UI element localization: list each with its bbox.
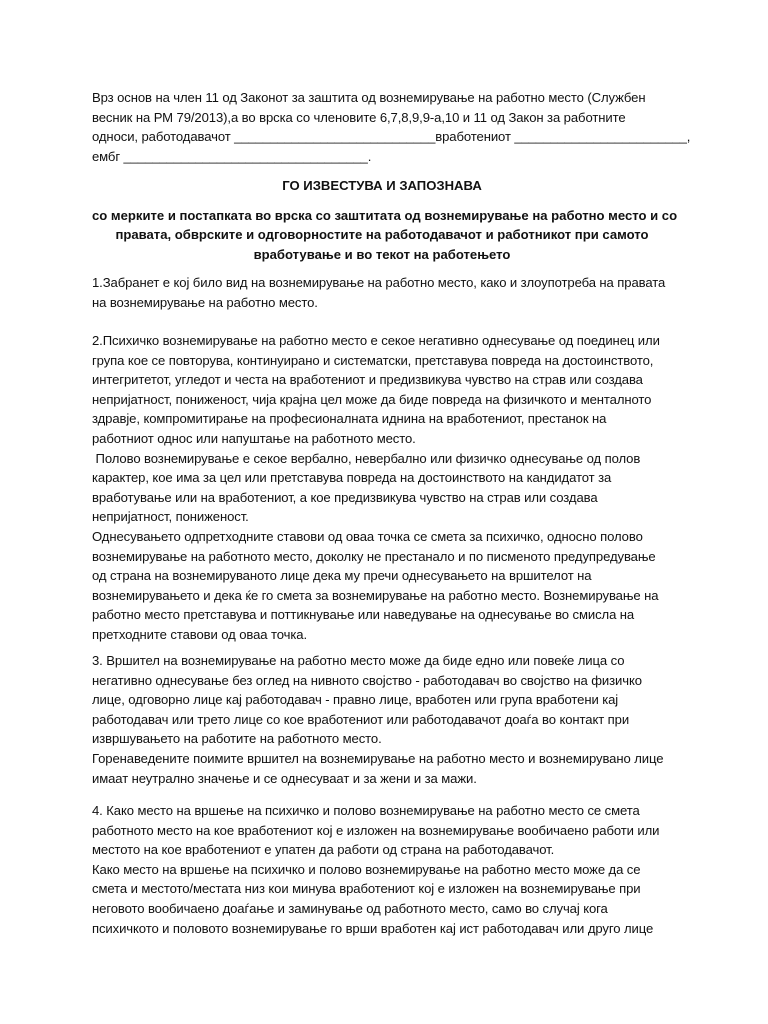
paragraph-4 xyxy=(92,801,672,938)
text-line: 4. Како место на вршење на психичко и полово вознемирување на работно место се смета xyxy=(92,803,640,818)
subheading-line: вработување и во текот на работењето xyxy=(253,246,511,262)
text-line: од страна на вознемируваното лице дека му пречи однесувањето на вршителот на xyxy=(92,568,592,584)
text-line: негативно однесување без оглед на нивното својство - работодавач во својство на физичко xyxy=(92,672,642,688)
text-line: смета и местото/местата низ кои минува вработениот кој е изложен на вознемирување при xyxy=(92,881,641,897)
text-line: 2.Психичко вознемирување на работно место е секое негативно однесување од поединец или xyxy=(92,333,660,348)
text-line: група кое се повторува, континуирано и систематски, претставува повреда на достоинството, xyxy=(92,352,654,368)
text-line: местото на кое вработениот е упатен да работи од страна на работодавачот. xyxy=(92,842,555,858)
paragraph-3 xyxy=(92,651,672,788)
text-line: работниот однос или напуштање на работното место. xyxy=(92,430,416,446)
text-line: Врз основ на член 11 од Законот за заштита од вознемирување на работно место (Службен xyxy=(92,90,646,105)
text-line: 1.Забранет е кој било вид на вознемирување на работно место, како и злоупотреба на правата xyxy=(92,275,666,290)
text-line: психичкото и половото вознемирување го врши вработен кај ист работодавач или друго лице xyxy=(92,920,654,936)
text-line: ембг __________________________________. xyxy=(92,148,372,164)
text-line: непријатност, понижeност. xyxy=(92,509,249,525)
text-line: Полово вознемирување е секое вербално, невербално или физичко однесување од полов xyxy=(92,450,641,466)
text-line: работно место претставува и поттикнување или наведување на однесување во смисла на xyxy=(92,607,635,623)
paragraph-2 xyxy=(92,331,672,645)
text-line: односи, работодавачот ____________________________вработениот ________________________, xyxy=(92,129,691,145)
text-line: работното место на кое вработениот кој е изложен на вознемирување вообичаено работи или xyxy=(92,822,660,838)
text-line: 3. Вршител на вознемирување на работно место може да биде едно или повеќе лица со xyxy=(92,653,625,668)
document-heading: ГО ИЗВЕСТУВА И ЗАПОЗНАВА xyxy=(282,178,482,193)
text-line: извршувањето на работите на работното место. xyxy=(92,731,382,747)
text-line: лице, одговорно лице кај работодавач - правно лице, вработен или група вработени кај xyxy=(92,692,619,708)
text-line: весник на РМ 79/2013),а во врска со членовите 6,7,8,9,9-а,10 и 11 од Закон за работните xyxy=(92,109,626,125)
text-line: Однесувањето одпретходните ставови од оваа точка се смета за психичко, односно полово xyxy=(92,528,643,544)
text-line: вознемирување на работното место, доколку не престанало и по писменото предупредување xyxy=(92,548,656,564)
text-line: неговото вообичаено доаѓање и заминување од работното место, само во случај кога xyxy=(92,900,608,916)
text-line: интегритетот, угледот и честа на вработениот и предизвикува чувство на страв или создава xyxy=(92,372,643,388)
text-line: здравје, компромитирање на професионалната иднина на вработениот, престанок на xyxy=(92,411,607,427)
intro-paragraph xyxy=(92,88,691,166)
subheading-line: правата, обврските и одговорностите на работодавачот и работникот при самото xyxy=(115,227,649,243)
text-line: претходните ставови од оваа точка. xyxy=(92,626,308,642)
text-line: вработување или на вработениот, а кое предизвикува чувство на страв или создава xyxy=(92,489,598,505)
document-subheading xyxy=(92,206,678,264)
text-line: Горенаведените поимите вршител на вознемирување на работно место и вознемирувано лице xyxy=(92,750,664,766)
text-line: карактер, кое има за цел или претставува повреда на достоинството на кандидатот за xyxy=(92,470,612,486)
text-line: непријатност, понижeност, чија крајна цел може да биде повреда на физичкото и менталното xyxy=(92,391,652,407)
text-line: работодавач или трето лице со кое вработениот или работодавачот доаѓа во контакт при xyxy=(92,711,630,727)
text-line: на вознемирување на работно место. xyxy=(92,294,318,310)
text-line: имаат неутрално значење и се однесуваат и за жени и за мажи. xyxy=(92,770,477,786)
text-line: вознемирувањето и дека ќе го смета за вознемирување на работно место. Вознемирување на xyxy=(92,587,659,603)
text-line: Како место на вршење на психичко и полово вознемирување на работно место може да се xyxy=(92,861,641,877)
subheading-line: со мерките и постапката во врска со заштитата од вознемирување на работно место и со xyxy=(92,208,678,223)
paragraph-1 xyxy=(92,273,672,312)
